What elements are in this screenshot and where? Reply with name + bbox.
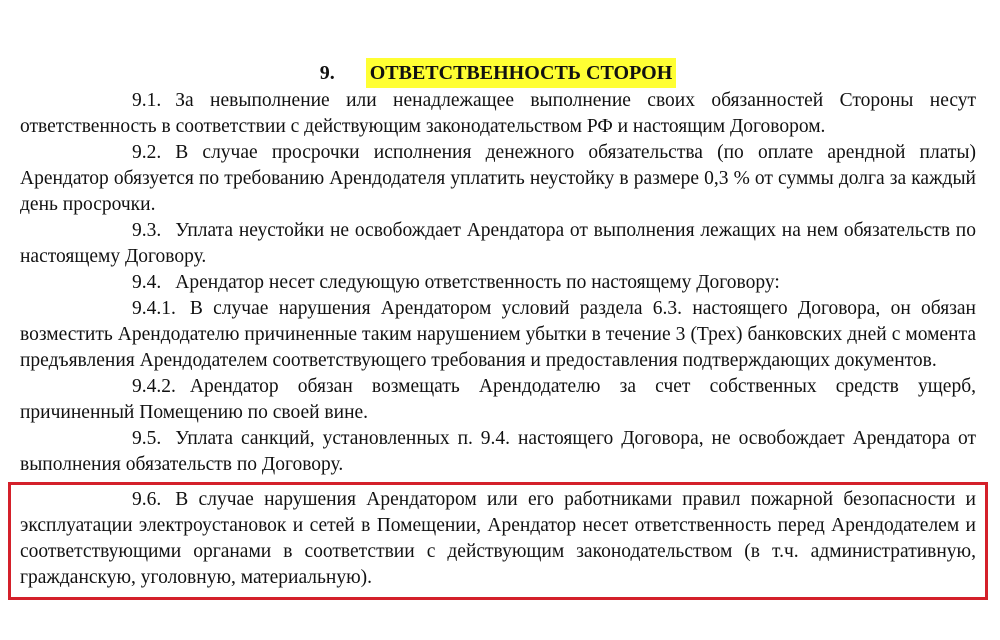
clause-text: Арендатор несет следующую ответственность по настоящему Договору: (175, 272, 780, 293)
clause-9-1 (20, 88, 976, 140)
clause-9-4-1 (20, 296, 976, 374)
clause-number: 9.3. (132, 220, 162, 241)
clause-9-5 (20, 426, 976, 478)
clause-number: 9.2. (132, 142, 162, 163)
clause-text: В случае просрочки исполнения денежного обязательства (по оплате арендной платы) Арендатор обязуется по требованию Арендодателя уплатить неустойку в размере 0,3 % от суммы долга за каждый день просрочки. (20, 142, 976, 215)
clause-text: В случае нарушения Арендатором условий раздела 6.3. настоящего Договора, он обязан возместить Арендодателю причиненные таким нарушением убытки в течение 3 (Трех) банковских дней с момента предъявления Арендодателем соответствующего требования и предоставления подтверждающих документов. (20, 298, 976, 371)
clause-text: За невыполнение или ненадлежащее выполнение своих обязанностей Стороны несут ответственность в соответствии с действующим законодательством РФ и настоящим Договором. (20, 90, 976, 137)
clause-9-4-2 (20, 374, 976, 426)
clause-9-6 (20, 487, 976, 591)
clause-number: 9.4. (132, 272, 162, 293)
clause-text: Арендатор обязан возмещать Арендодателю за счет собственных средств ущерб, причиненный Помещению по своей вине. (20, 376, 976, 423)
clause-number: 9.1. (132, 90, 162, 111)
document-page (20, 58, 976, 600)
clause-text: Уплата неустойки не освобождает Арендатора от выполнения лежащих на нем обязательств по настоящему Договору. (20, 220, 976, 267)
clause-text: Уплата санкций, установленных п. 9.4. настоящего Договора, не освобождает Арендатора от выполнения обязательств по Договору. (20, 428, 976, 475)
clause-number: 9.5. (132, 428, 162, 449)
clause-number: 9.4.2. (132, 376, 176, 397)
section-heading (20, 58, 976, 88)
clause-9-2 (20, 140, 976, 218)
highlighted-clause-box (8, 482, 988, 600)
clause-9-4 (20, 270, 976, 296)
clause-9-3 (20, 218, 976, 270)
section-title: ОТВЕТСТВЕННОСТЬ СТОРОН (366, 58, 677, 88)
clause-number: 9.4.1. (132, 298, 176, 319)
clause-number: 9.6. (132, 489, 162, 510)
clause-text: В случае нарушения Арендатором или его работниками правил пожарной безопасности и эксплуатации электроустановок и сетей в Помещении, Арендатор несет ответственность перед Арендодателем и соответствующими органами в соответствии с действующим законодательством (в т.ч. административную, гражданскую, уголовную, материальную). (20, 489, 976, 588)
section-number: 9. (319, 62, 335, 84)
